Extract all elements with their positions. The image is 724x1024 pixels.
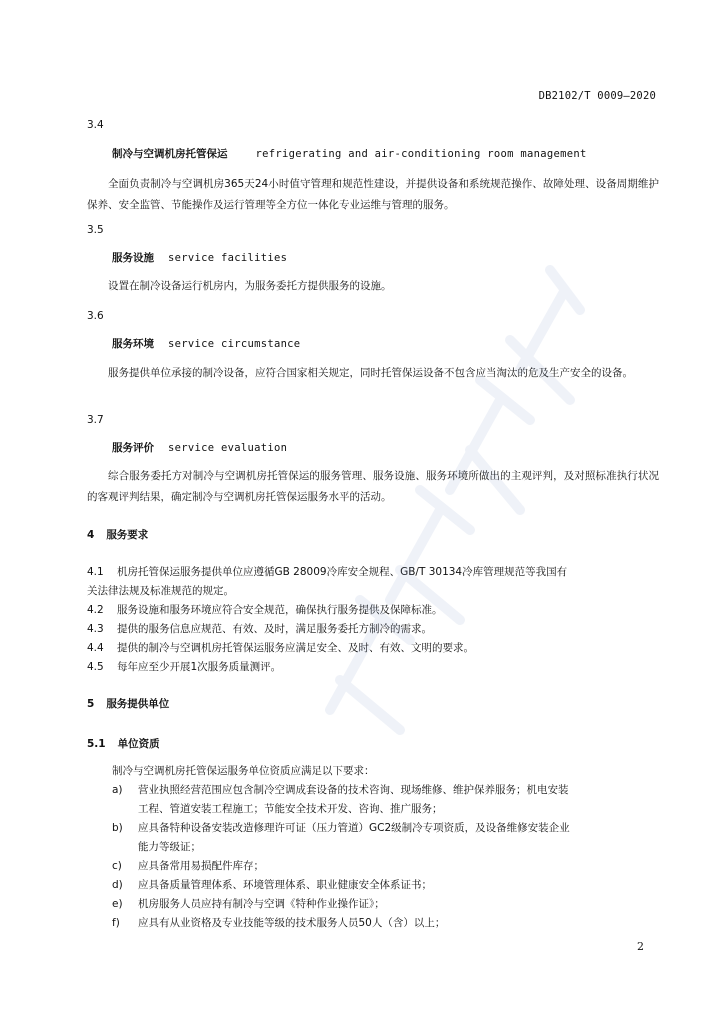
qualification-item [112,876,660,895]
qualification-intro: 制冷与空调机房托管保运服务单位资质应满足以下要求： [112,765,375,777]
section-heading [87,697,169,711]
section-title: 服务提供单位 [106,698,170,710]
page-number: 2 [637,940,644,953]
item-label: e) [112,898,123,910]
requirement-number: 4.3 [87,623,104,635]
requirement-number: 4.2 [87,604,104,616]
definition-line: 综合服务委托方对制冷与空调机房托管保运的服务管理、服务设施、服务环境所做出的主观评判， [108,470,564,482]
term-title-zh: 服务评价 [112,442,154,454]
definition-line: 产安全的设备。 [559,367,633,379]
qualification-item [112,857,660,876]
term-number: 3.4 [87,119,104,131]
item-text: 能力等级证； [138,841,201,853]
subsection-heading [87,737,160,751]
definition-line: 服务提供单位承接的制冷设备，应符合国家相关规定，同时托管保运设备不包含应当淘汰的危及生 [108,367,560,379]
requirement-text: 提供的服务信息应规范、有效、及时，满足服务委托方制冷的需求。 [117,623,432,635]
item-label: f) [112,917,120,929]
item-text: 应具备质量管理体系、环境管理体系、职业健康安全体系证书； [138,879,432,891]
term-title-en: refrigerating and air-conditioning room management [255,148,587,160]
item-text: 机房服务人员应持有制冷与空调《特种作业操作证》； [138,898,385,910]
term-title-zh: 制冷与空调机房托管保运 [112,148,228,160]
section-number: 4 [87,529,95,541]
subsection-number: 5.1 [87,738,106,750]
item-label: b) [112,822,123,834]
item-text: 营业执照经营范围应包含制冷空调成套设备的技术咨询、现场维修、维护保养服务；机电安装 [138,784,569,796]
requirement-number: 4.4 [87,642,104,654]
section-number: 5 [87,698,95,710]
requirement-number: 4.1 [87,566,104,578]
subsection-title: 单位资质 [117,738,160,750]
term-title-en: service facilities [168,252,288,264]
definition-line: 处理、设备周期维护保养、安全监管、节能操作及运行管理等全方位一体化专业运维与管理的服务。 [87,178,659,211]
watermark-graphic [220,250,620,850]
definition-line: 全面负责制冷与空调机房365天24小时值守管理和规范性建设，并提供设备和系统规范操作、故障 [108,178,564,190]
qualification-item [112,895,660,914]
term-heading [112,147,587,161]
item-text: 应具有从业资格及专业技能等级的技术服务人员50人（含）以上； [138,917,446,929]
item-text: 应具备常用易损配件库存； [138,860,264,872]
term-number: 3.5 [87,224,104,236]
term-title-zh: 服务设施 [112,252,154,264]
definition-line: 设置在制冷设备运行机房内，为服务委托方提供服务的设施。 [108,280,392,292]
term-definition [87,174,659,216]
requirement-number: 4.5 [87,661,104,673]
item-label: d) [112,879,123,891]
item-text: 工程、管道安装工程施工；节能安全技术开发、咨询、推广服务； [138,803,443,815]
term-title-zh: 服务环境 [112,338,154,350]
item-text: 应具备特种设备安装改造修理许可证（压力管道）GC2级制冷专项资质，及设备维修安装企业 [138,822,570,834]
term-number: 3.7 [87,414,104,426]
section-title: 服务要求 [106,529,149,541]
item-label: c) [112,860,122,872]
definition-line: 及对照标准执行状况的客观评判结果，确定制冷与空调机房托管保运服务水平的活动。 [87,470,660,503]
requirement-text: 提供的制冷与空调机房托管保运服务应满足安全、及时、有效、文明的要求。 [117,642,474,654]
requirement-text: 机房托管保运服务提供单位应遵循GB 28009冷库安全规程、GB/T 30134冷库管理规范等我国有 [117,566,568,578]
requirement-text: 服务设施和服务环境应符合安全规范，确保执行服务提供及保障标准。 [117,604,443,616]
document-code: DB2102/T 0009—2020 [538,90,656,102]
term-number: 3.6 [87,310,104,322]
requirement-text: 关法律法规及标准规范的规定。 [87,585,234,597]
requirement-text: 每年应至少开展1次服务质量测评。 [117,661,282,673]
section-heading [87,528,148,542]
term-title-en: service evaluation [168,442,288,454]
item-label: a) [112,784,123,796]
qualification-item [112,914,660,933]
term-title-en: service circumstance [168,338,301,350]
